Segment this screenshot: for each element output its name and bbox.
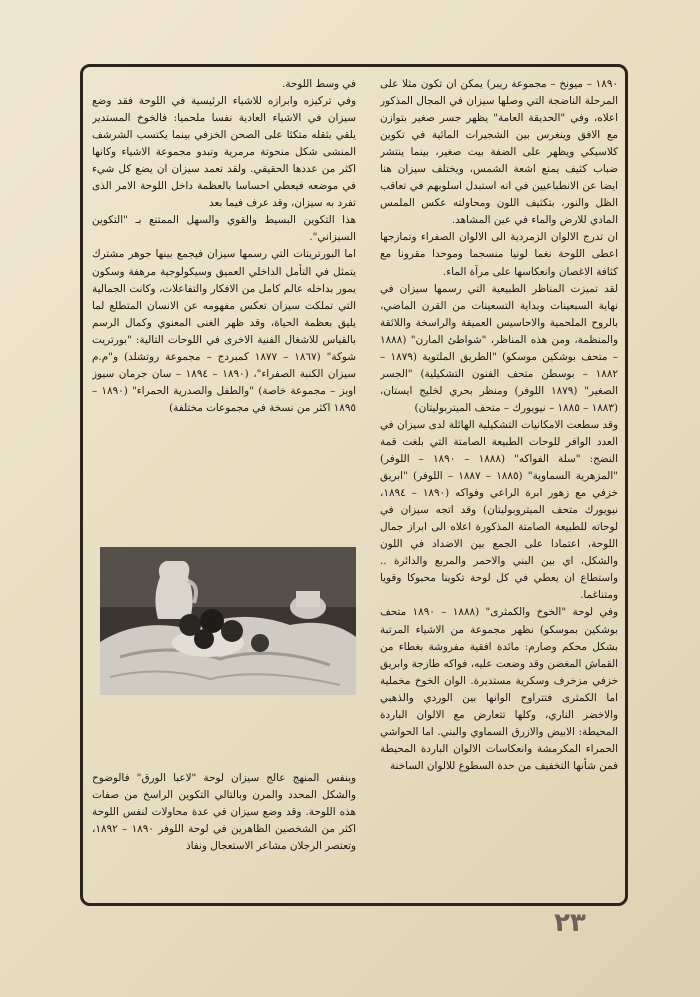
paragraph: ان تدرج الالوان الزمردية الى الالوان الصفراء وتمازجها اعطى اللوحة نغما لونيا منسجما وموحدا مقرونا مع كثافة الاغصان وانعكاسها على مرآة الماء. — [380, 231, 618, 278]
left-column-bottom — [92, 770, 356, 888]
right-column — [380, 76, 618, 896]
paragraph: وبنفس المنهج عالج سيزان لوحة "لاعبا الورق" فالوضوح والشكل المحدد والمرن وبالتالي التكوين الراسخ من صفات هذه اللوحة. وقد وضع سيزان في عدة محاولات لنفس اللوحة اكثر من الشخصين الظاهرين في لوحة اللوفر ١٨٩٠ – ١٨٩٢، وتعتصر الرجلان مشاعر الاستعجال ونفاذ — [92, 772, 356, 853]
still-life-photo — [100, 547, 356, 695]
paragraph: اما البورتريتات التي رسمها سيزان فيجمع بينها جوهر مشترك يتمثل في التأمل الداخلي العميق وسيكولوجية مرهفة وسكون يمور بداخله عالم كامل من الافكار والتفاعلات، وكانت الجمالية التي تملكت سيزان تعكس مفهومه عن الانسان المتطلع لما يليق بعظمة الحياة، وقد ظهر الغنى المعنوي وكمال الرسم بالقياس للاشغال الفنية الاخرى في اللوحات التالية: "بورتريت شوكة" (١٨٦٧ – ١٨٧٧ كمبردج – مجموعة روتشلد) و"م.م سيزان الكنبة الصفراء"، (١٨٩٠ – ١٨٩٤ – سان جرمان سيوز اوبز – مجموعة خاصة) "والطفل والصدرية الحمراء" (١٨٩٠ – ١٨٩٥ اكثر من نسخة في مجموعات مختلفة) — [92, 248, 356, 414]
paragraph: لقد تميزت المناظر الطبيعية التي رسمها سيزان في نهاية السبعينات وبداية التسعينات من القرن الماضي، بالروح الملحمية والاحاسيس العميقة والراسخة واللائقة والمنظمة، ومن هذه المناظر، "شواطئ المارن" (١٨٨٨ – متحف بوشكين موسكو) "الطريق الملتوية (١٨٧٩ – ١٨٨٢ – بوسطن متحف الفنون التشكيلية) "الجسر الصغير" (١٨٧٩ اللوفر) ومنظر بحري لخليج ايستان، (١٨٨٣ – ١٨٨٥ – نيويورك – متحف الميتربوليتان) — [380, 282, 618, 414]
page-number: ٢٣ — [554, 908, 586, 938]
paragraph: وقد سطعت الامكانيات التشكيلية الهائلة لدى سيزان في العدد الوافر للوحات الطبيعة الصامتة التي بلغت قمة النضج: "سلة الفواكه" (١٨٨٨ – ١٨٩٠ – اللوفر) "المزهرية السماوية" (١٨٨٥ – ١٨٨٧ – اللوفر) "ابريق خزفي مع زهور ابرة الراعي وفواكه (١٨٩٠ – ١٨٩٤، نيويورك متحف الميتروبوليتان) وقد اتجه سيزان في لوحاته للطبيعة الصامتة المذكورة اعلاه الى ابراز جمال اللوحة، اعتمادا على الجمع بين الاضداد في اللون والشكل، اي بين البني والاحمر والمربع والدائرة .. واستطاع ان يعطي في كل لوحة تكوينا محبوكا وقويا ومتناغما. — [380, 418, 618, 602]
paragraph: في وسط اللوحة. — [282, 78, 356, 90]
paragraph: وفي تركيزه وابرازه للاشياء الرئيسية في اللوحة فقد وضع سيزان في الاشياء العادية نفسا ملحميا: فالخوخ المستدير يلقي بثقله متكئا على الصحن الخزفي بينما يكتسب الشرشف المنشى شكل منحوتة مرمرية وتبدو مجموعة الاشياء وكانها اكثر من عددها الحقيقي. ولقد تعمد سيزان ان يضع كل شيء في موضعه فيعطي احساسا بالعظمة داخل اللوحة الامر الذى تفرد به سيزان، وقد عرف فيما بعد — [92, 95, 356, 210]
paragraph: ١٨٩٠ – ميونخ – مجموعة ريبر) يمكن ان تكون مثلا على المرحلة الناضجة التي وصلها سيزان في المجال المذكور اعلاه، وفي "الحديقة العامة" يظهر جسر صغير بتوازن مع الافق وينغرس بين الشجيرات المائية في تكوين كلاسيكي ويظهر على الضفة بيت صغير، بينما ينتشر ضباب كثيف يمنع اشعة الشمس، ويختلف سيزان هنا ايضا عن الانطباعيين في انه استبدل اسلوبهم في تعاقب الظل والنور، بتكثيف اللون ومحاولته عكس الملمس المادي للارض والماء في عين المشاهد. — [380, 78, 618, 227]
paragraph: وفي لوحة "الخوخ والكمثرى" (١٨٨٨ – ١٨٩٠ متحف بوشكين بموسكو) نظهر مجموعة من الاشياء المرتبة بشكل محكم وصارم: مائدة افقية مفروشة بغطاء من القماش المغضن وقد وضعت عليه، فواكه طازجة وابريق خزفي مزخرف وسكرية مستديرة. الوان الخوخ مخملية اما الكمثرى فتتراوح الوانها بين الوردي والذهبي والاخضر الناري، وكلها تتعارض مع الالوان الباردة المحيطة: الابيض والازرق السماوي والبني. اما الحواشي الحمراء المكرمشة وانعكاسات الالوان الباردة المحيطة فمن شأنها التخفيف من حدة السطوع للالوان الساخنة — [380, 606, 618, 772]
left-column-top — [92, 76, 356, 538]
paragraph: هذا التكوين البسيط والقوي والسهل الممتنع بـ "التكوين السيزاني". — [92, 214, 356, 244]
